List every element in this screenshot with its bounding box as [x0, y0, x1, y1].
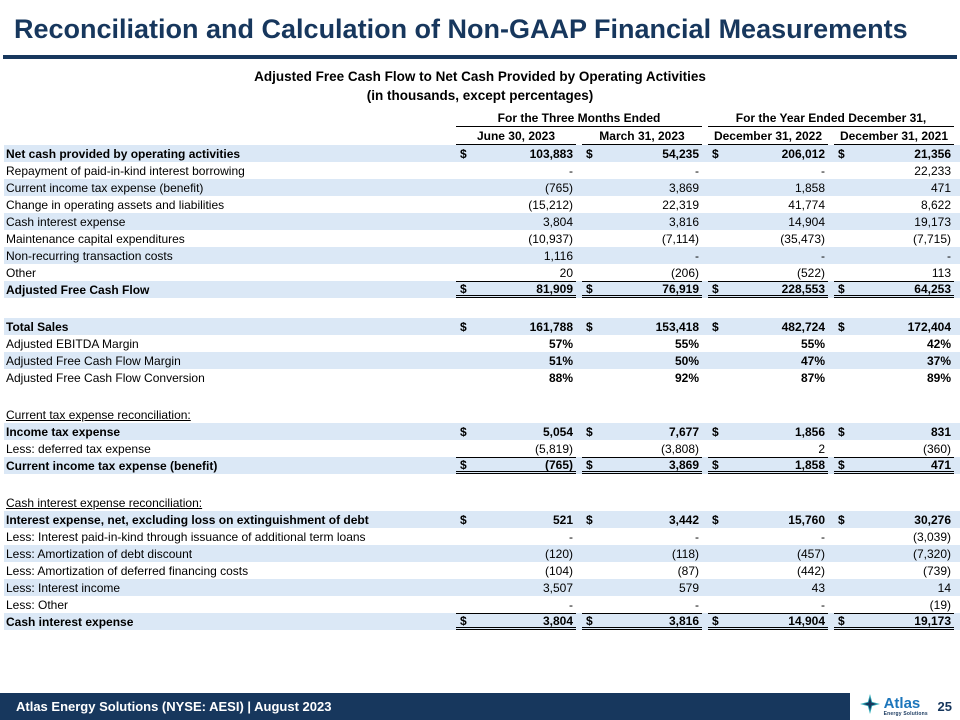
value: -: [821, 248, 825, 263]
value: 153,418: [655, 319, 699, 334]
value: -: [821, 597, 825, 612]
dollar-sign: $: [838, 319, 845, 334]
value: (739): [922, 563, 951, 578]
value: 2: [818, 441, 825, 456]
dollar-sign: $: [838, 424, 845, 439]
row-label: Current tax expense reconciliation:: [6, 407, 191, 422]
value-cell: [708, 335, 828, 352]
dollar-sign: $: [460, 457, 467, 472]
value: (765): [544, 180, 573, 195]
row-label: Non-recurring transaction costs: [6, 248, 173, 263]
value-cell: [456, 579, 576, 596]
table-subheading: (in thousands, except percentages): [366, 88, 594, 104]
row-label: Adjusted Free Cash Flow Margin: [6, 353, 181, 368]
value-cell: [582, 281, 702, 298]
value-cell: [834, 352, 954, 369]
value: 19,173: [914, 613, 951, 628]
row-label: Less: Amortization of debt discount: [6, 546, 193, 561]
value-cell: [834, 562, 954, 579]
value-cell: [834, 318, 954, 335]
value: 521: [552, 512, 573, 527]
value: 51%: [548, 353, 573, 368]
value-cell: [456, 318, 576, 335]
table-body: [4, 145, 960, 630]
value-cell: [582, 162, 702, 179]
dollar-sign: $: [586, 512, 593, 527]
value-cell: [456, 511, 576, 528]
dollar-sign: $: [586, 146, 593, 161]
value-cell: [456, 335, 576, 352]
value: 3,869: [668, 180, 699, 195]
value-cell: [708, 281, 828, 298]
dollar-sign: $: [586, 319, 593, 334]
table-row: [4, 562, 960, 579]
table-row: [4, 369, 960, 386]
value: 55%: [800, 336, 825, 351]
value: 3,869: [668, 457, 699, 472]
value: -: [695, 248, 699, 263]
value-cell: [582, 596, 702, 613]
value: 1,858: [794, 180, 825, 195]
value: (3,808): [660, 441, 699, 456]
value-cell: [456, 545, 576, 562]
value: (118): [671, 546, 699, 561]
value-cell: [834, 579, 954, 596]
dollar-sign: $: [838, 457, 845, 472]
value-cell: [708, 369, 828, 386]
value: 64,253: [914, 281, 951, 296]
dollar-sign: $: [838, 281, 845, 296]
value-cell: [708, 162, 828, 179]
value: 8,622: [920, 197, 951, 212]
value-cell: [582, 545, 702, 562]
value-cell: [708, 213, 828, 230]
value-cell: [582, 335, 702, 352]
value: -: [947, 248, 951, 263]
column-header-december-2021: December 31, 2021: [834, 127, 954, 145]
atlas-logo-text: [884, 696, 928, 717]
value-cell: [456, 562, 576, 579]
value-cell: [834, 596, 954, 613]
value: 92%: [674, 370, 699, 385]
value-cell: [582, 457, 702, 474]
table-row: [4, 440, 960, 457]
section-gap: [4, 298, 960, 318]
value: 113: [931, 265, 951, 280]
page-number: 25: [937, 699, 952, 714]
section-gap: [4, 386, 960, 406]
value: (19): [929, 597, 951, 612]
value-cell: [708, 579, 828, 596]
title-divider: [3, 55, 957, 59]
value: 88%: [548, 370, 573, 385]
value: 15,760: [788, 512, 825, 527]
table-row: [4, 335, 960, 352]
value-cell: [456, 247, 576, 264]
value: 43: [811, 580, 825, 595]
row-label: Interest expense, net, excluding loss on extinguishment of debt: [6, 512, 369, 527]
value-cell: [708, 145, 828, 162]
table-row: [4, 511, 960, 528]
value-cell: [834, 457, 954, 474]
value: (442): [796, 563, 825, 578]
value: 3,804: [542, 214, 573, 229]
value-cell: [708, 596, 828, 613]
value-cell: [708, 352, 828, 369]
value: -: [695, 163, 699, 178]
dollar-sign: $: [586, 457, 593, 472]
dollar-sign: $: [586, 424, 593, 439]
value-cell: [456, 213, 576, 230]
value: 161,788: [529, 319, 573, 334]
value-cell: [456, 162, 576, 179]
dollar-sign: $: [460, 146, 467, 161]
value-cell: [834, 423, 954, 440]
row-label: Total Sales: [6, 319, 69, 334]
value-cell: [582, 145, 702, 162]
value-cell: [834, 545, 954, 562]
value-cell: [834, 179, 954, 196]
value-cell: [834, 511, 954, 528]
table-row: [4, 247, 960, 264]
value-cell: [582, 579, 702, 596]
value-cell: [834, 213, 954, 230]
dollar-sign: $: [712, 424, 719, 439]
value: (765): [544, 457, 573, 472]
value-cell: [708, 511, 828, 528]
value-cell: [708, 562, 828, 579]
value-cell: [456, 179, 576, 196]
value: 89%: [926, 370, 951, 385]
value: 54,235: [662, 146, 699, 161]
value: 482,724: [781, 319, 825, 334]
financial-table: [0, 109, 960, 630]
value: 831: [930, 424, 951, 439]
value-cell: [456, 440, 576, 457]
value: -: [695, 529, 699, 544]
value-cell: [708, 247, 828, 264]
footer: [0, 693, 960, 720]
value-cell: [582, 423, 702, 440]
value-cell: [834, 281, 954, 298]
value: 3,816: [668, 214, 699, 229]
value: 172,404: [907, 319, 951, 334]
row-label: Less: Interest income: [6, 580, 121, 595]
table-row: [4, 264, 960, 281]
row-label: Less: Amortization of deferred financing costs: [6, 563, 249, 578]
value: 103,883: [529, 146, 573, 161]
section-gap: [4, 474, 960, 494]
value-cell: [834, 162, 954, 179]
value: 3,816: [668, 613, 699, 628]
dollar-sign: $: [712, 281, 719, 296]
value-cell: [582, 352, 702, 369]
table-row: [4, 213, 960, 230]
dollar-sign: $: [838, 146, 845, 161]
value-cell: [708, 545, 828, 562]
atlas-logo-subtext: Energy Solutions: [883, 711, 928, 717]
value-cell: [582, 613, 702, 630]
value: -: [569, 597, 573, 612]
value: (87): [677, 563, 699, 578]
value: 1,116: [543, 248, 573, 263]
table-row: [4, 579, 960, 596]
value: (7,715): [912, 231, 951, 246]
value: 3,804: [542, 613, 573, 628]
value: 55%: [674, 336, 699, 351]
dollar-sign: $: [712, 512, 719, 527]
table-row: [4, 423, 960, 440]
row-label: Other: [6, 265, 37, 280]
row-label: Less: Interest paid-in-kind through issuance of additional term loans: [6, 529, 366, 544]
row-label: Adjusted Free Cash Flow Conversion: [6, 370, 205, 385]
value-cell: [708, 440, 828, 457]
value: 19,173: [914, 214, 951, 229]
value-cell: [834, 613, 954, 630]
value: (7,114): [661, 231, 699, 246]
row-label: Cash interest expense: [6, 614, 134, 629]
value: 37%: [926, 353, 951, 368]
value: 5,054: [542, 424, 573, 439]
value-cell: [582, 213, 702, 230]
value: (35,473): [780, 231, 825, 246]
value-cell: [456, 145, 576, 162]
dollar-sign: $: [586, 281, 593, 296]
value: 1,858: [794, 457, 825, 472]
row-label: Cash interest expense reconciliation:: [6, 495, 203, 510]
row-label: Less: Other: [6, 597, 69, 612]
value: (104): [544, 563, 573, 578]
row-label: Adjusted EBITDA Margin: [6, 336, 139, 351]
value-cell: [708, 230, 828, 247]
table-row: [4, 613, 960, 630]
dollar-sign: $: [460, 319, 467, 334]
value: -: [569, 529, 573, 544]
value: (10,937): [528, 231, 573, 246]
dollar-sign: $: [712, 146, 719, 161]
table-row: [4, 281, 960, 298]
value-cell: [708, 423, 828, 440]
value: 50%: [674, 353, 699, 368]
value: 21,356: [914, 146, 951, 161]
value: 76,919: [662, 281, 699, 296]
value: (15,212): [528, 197, 573, 212]
column-group-row: [4, 109, 960, 127]
value-cell: [582, 562, 702, 579]
table-row: [4, 352, 960, 369]
dollar-sign: $: [460, 613, 467, 628]
value-cell: [456, 528, 576, 545]
atlas-logo-name: Atlas: [883, 695, 921, 712]
dollar-sign: $: [712, 319, 719, 334]
value: 471: [930, 457, 951, 472]
table-row: [4, 230, 960, 247]
value-cell: [708, 264, 828, 281]
value: 42%: [926, 336, 951, 351]
value: (7,320): [912, 546, 951, 561]
value-cell: [834, 369, 954, 386]
row-label: Less: deferred tax expense: [6, 441, 151, 456]
value-cell: [456, 196, 576, 213]
value-cell: [582, 264, 702, 281]
value-cell: [708, 318, 828, 335]
value: (457): [796, 546, 825, 561]
value-cell: [456, 369, 576, 386]
value: 14,904: [788, 613, 825, 628]
value-cell: [582, 247, 702, 264]
column-header-march-2023: March 31, 2023: [582, 127, 702, 145]
value-cell: [834, 145, 954, 162]
value: 3,507: [542, 580, 573, 595]
column-group-three-months: For the Three Months Ended: [456, 109, 702, 127]
table-row: [4, 318, 960, 335]
row-label: Current income tax expense (benefit): [6, 180, 204, 195]
row-label: Cash interest expense: [6, 214, 126, 229]
value: 41,774: [788, 197, 825, 212]
value-cell: [834, 196, 954, 213]
value-cell: [456, 596, 576, 613]
value: 57%: [548, 336, 573, 351]
value: 7,677: [668, 424, 699, 439]
value: (5,819): [534, 441, 573, 456]
value-cell: [708, 179, 828, 196]
dollar-sign: $: [838, 613, 845, 628]
value: (3,039): [912, 529, 951, 544]
value-cell: [582, 369, 702, 386]
value: 206,012: [781, 146, 825, 161]
value: -: [695, 597, 699, 612]
value-cell: [582, 230, 702, 247]
value-cell: [456, 281, 576, 298]
value: (120): [544, 546, 573, 561]
row-label: Current income tax expense (benefit): [6, 458, 218, 473]
value-cell: [708, 528, 828, 545]
value: 22,233: [914, 163, 951, 178]
value-cell: [834, 335, 954, 352]
column-header-december-2022: December 31, 2022: [708, 127, 828, 145]
table-row: [4, 596, 960, 613]
value: 14: [937, 580, 951, 595]
value-cell: [456, 613, 576, 630]
value: (360): [922, 441, 951, 456]
value-cell: [582, 196, 702, 213]
value: -: [821, 163, 825, 178]
dollar-sign: $: [586, 613, 593, 628]
value: (206): [670, 265, 699, 280]
page-title: Reconciliation and Calculation of Non-GAAP Financial Measurements: [14, 14, 908, 44]
value-cell: [834, 528, 954, 545]
value: 81,909: [536, 281, 573, 296]
value-cell: [456, 264, 576, 281]
atlas-logo: [850, 694, 938, 719]
value-cell: [708, 196, 828, 213]
value-cell: [582, 318, 702, 335]
value-cell: [456, 457, 576, 474]
value: 3,442: [668, 512, 699, 527]
column-header-june-2023: June 30, 2023: [456, 127, 576, 145]
row-label: Maintenance capital expenditures: [6, 231, 185, 246]
row-label: Income tax expense: [6, 424, 121, 439]
value-cell: [708, 457, 828, 474]
value: -: [821, 529, 825, 544]
value: 22,319: [662, 197, 699, 212]
dollar-sign: $: [460, 512, 467, 527]
column-group-year-ended: For the Year Ended December 31,: [708, 109, 954, 127]
value-cell: [834, 247, 954, 264]
atlas-star-icon: [860, 694, 880, 719]
row-label: Net cash provided by operating activities: [6, 146, 241, 161]
dollar-sign: $: [712, 613, 719, 628]
value: 14,904: [788, 214, 825, 229]
dollar-sign: $: [460, 424, 467, 439]
value: -: [569, 163, 573, 178]
value-cell: [456, 423, 576, 440]
row-label: Change in operating assets and liabilities: [6, 197, 225, 212]
value-cell: [834, 230, 954, 247]
value: 47%: [800, 353, 825, 368]
table-row: [4, 528, 960, 545]
value-cell: [456, 352, 576, 369]
dollar-sign: $: [712, 457, 719, 472]
value-cell: [708, 613, 828, 630]
value-cell: [834, 264, 954, 281]
value-cell: [582, 179, 702, 196]
table-row: [4, 196, 960, 213]
value-cell: [582, 528, 702, 545]
row-label: Adjusted Free Cash Flow: [6, 282, 150, 297]
value: 471: [930, 180, 951, 195]
value: (522): [796, 265, 825, 280]
section-header-row: [4, 494, 960, 511]
section-header-row: [4, 406, 960, 423]
value: 20: [559, 265, 573, 280]
table-row: [4, 545, 960, 562]
table-heading: Adjusted Free Cash Flow to Net Cash Provided by Operating Activities: [254, 69, 706, 85]
value: 579: [678, 580, 699, 595]
column-header-row: [4, 127, 960, 145]
dollar-sign: $: [460, 281, 467, 296]
table-row: [4, 457, 960, 474]
table-row: [4, 162, 960, 179]
value: 87%: [800, 370, 825, 385]
value-cell: [834, 440, 954, 457]
row-label: Repayment of paid-in-kind interest borrowing: [6, 163, 245, 178]
table-row: [4, 145, 960, 162]
value-cell: [582, 511, 702, 528]
footer-bar: Atlas Energy Solutions (NYSE: AESI) | August 2023: [0, 693, 850, 720]
value-cell: [456, 230, 576, 247]
dollar-sign: $: [838, 512, 845, 527]
value: 228,553: [781, 281, 825, 296]
value: 1,856: [794, 424, 825, 439]
value: 30,276: [914, 512, 951, 527]
table-row: [4, 179, 960, 196]
value-cell: [582, 440, 702, 457]
